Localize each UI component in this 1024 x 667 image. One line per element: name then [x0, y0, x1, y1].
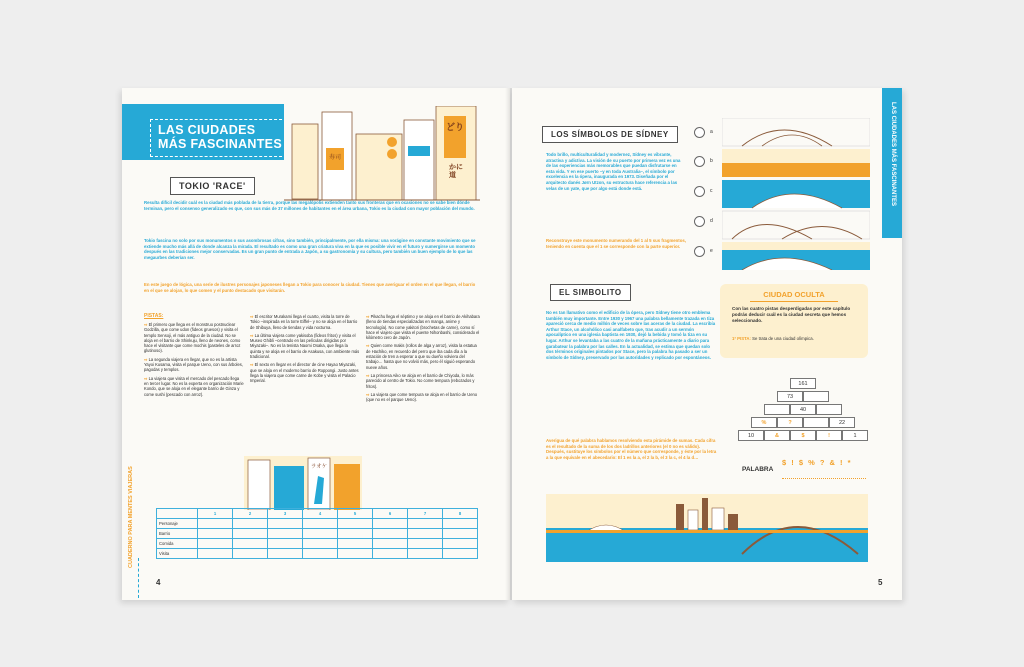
hint-label: 1ª PISTA: — [732, 336, 751, 341]
pyramid-brick[interactable] — [803, 417, 829, 428]
clue: El escritor Murakami llega el cuarto, visita la torre de Tokio –inspirada en la torre Eiffel– y no se aloja en el barrio de Shibuya, lleno de tiendas y vida nocturna. — [250, 314, 358, 330]
grid-header-cell: 2 — [233, 509, 268, 519]
clue: La viajera que visita el mercado del pescado llega en tercer lugar. No es la experta en organización Marie Kondo, que se aloja en el elegante barrio de Ginza y come sushi (pescado con arroz). — [144, 375, 244, 397]
word-symbols: $ ! $ % ? & ! * — [782, 458, 853, 467]
grid-header-cell: 4 — [303, 509, 338, 519]
grid-cell[interactable] — [443, 529, 478, 539]
pyramid-brick[interactable]: 40 — [790, 404, 816, 415]
pyramid-brick[interactable]: 22 — [829, 417, 855, 428]
grid-cell[interactable] — [268, 529, 303, 539]
fragment-option-d[interactable] — [694, 216, 705, 227]
side-label-left: CUADERNO PARA MENTES VIAJERAS — [128, 466, 134, 568]
page-title-line2: MÁS FASCINANTES — [158, 137, 282, 151]
clue: La última viajera come yakisoba (fideos fritos) y visita el Museo Ghibli –centrado en las películas dirigidas por Miyazaki–. No es la tenista Naomi Osaka, que llega la quinta y se aloja en el barrio de Asakusa, con ambiente más tradicional. — [250, 332, 360, 360]
grid-header-cell — [157, 509, 198, 519]
clue: La viajera que come tempura se aloja en el barrio de Ueno (que no es el parque Ueno). — [366, 391, 478, 403]
pyramid-brick[interactable]: $ — [790, 430, 816, 441]
grid-header-row — [157, 509, 478, 519]
page-number-left: 4 — [156, 578, 161, 587]
word-label: PALABRA — [742, 466, 774, 473]
grid-cell[interactable] — [233, 519, 268, 529]
grid-cell[interactable] — [198, 549, 233, 559]
right-page — [512, 88, 902, 600]
game-instructions: En este juego de lógica, una serie de ilustres personajes japoneses llegan a Tokio para conocer la ciudad. Tienes que averiguar el orden en el que llegan, el barrio en el que se alojan, lo que comen y el punto destacado que visitarán. — [144, 282, 476, 293]
sydney-symbols-text: Todo brillo, multiculturalidad y modernez, Sídney es vibrante, atractiva y adictiva. La visión de su puerto por primera vez es una de las experiencias más memorables que puedan disfrutarse en esta vida. Y en ese puerto –y en toda Australia–, el símbolo por excelencia es la ópera, inaugurada en 1973. Diseñada por el arquitecto danés Jørn Utzon, su estructura hace referencia a las velas de un yate, que por algo está donde está. — [546, 152, 681, 191]
sydney-panorama-illustration — [546, 494, 868, 562]
grid-cell[interactable] — [373, 549, 408, 559]
title-banner — [122, 104, 284, 160]
grid-cell[interactable] — [443, 539, 478, 549]
grid-cell[interactable] — [408, 549, 443, 559]
section-subtitle: TOKIO 'RACE' — [170, 177, 255, 195]
grid-header-cell: 6 — [373, 509, 408, 519]
grid-cell[interactable] — [338, 529, 373, 539]
grid-header-cell: 5 — [338, 509, 373, 519]
clue: La princesa Aiko se aloja en el barrio de Chiyoda, lo más parecido al centro de Tokio. No come tempura (rebozados y fritos). — [366, 372, 475, 389]
sydney-symbols-task: Reconstruye este monumento numerando del 1 al 5 sus fragmentos, teniendo en cuenta que el 1 se corresponde con la parte superior. — [546, 238, 686, 249]
sydney-symbols-title: LOS SÍMBOLOS DE SÍDNEY — [542, 126, 678, 143]
dashed-margin-line — [138, 558, 139, 598]
grid-cell[interactable] — [443, 549, 478, 559]
pyramid-brick[interactable] — [803, 391, 829, 402]
grid-header-cell: 7 — [408, 509, 443, 519]
grid-cell[interactable] — [408, 539, 443, 549]
simbolito-task: Averigua de qué palabra hablamos resolviendo esta pirámide de sumas. Cada cifra es el resultado de la suma de los dos ladrillos anteriores (el 0 no es válido). Después, sustituye los símbolos por el número que corresponde, y éste por la letra a la que equivale en el abecedario: El 1 es la a, el 2 la b, el 3 la c, el 4 la d… — [546, 438, 717, 460]
grid-row — [157, 529, 478, 539]
word-answer-lines[interactable] — [782, 478, 866, 479]
grid-row — [157, 519, 478, 529]
grid-cell[interactable] — [303, 539, 338, 549]
pyramid-brick[interactable]: ! — [816, 430, 842, 441]
fragment-label: c — [710, 188, 713, 194]
grid-cell[interactable] — [373, 529, 408, 539]
clue: La segunda viajera en llegar, que no es la artista Yayoi Kusama, visita el parque Ueno, con sus árboles, pagodas y templos. — [144, 356, 243, 373]
grid-cell[interactable] — [233, 539, 268, 549]
fragment-option-c[interactable] — [694, 186, 705, 197]
grid-row-label: Barrio — [157, 529, 198, 539]
grid-cell[interactable] — [198, 539, 233, 549]
sign-kanji-3: 寿司 — [328, 155, 341, 161]
simbolito-text: No es tan llamativo como el edificio de la ópera, pero Sídney tiene otro emblema también muy importante. Entre 1930 y 1967 una palabra bellamente trazada en tiza apareció cerca de medio millón de veces sobre las aceras de la ciudad. La escribía Arthur Stace, un alcohólico casi analfabeto que, tras acudir a un sermón apocalíptico en una iglesia baptista en 1930, dejó la bebida y tomó la tiza en su lugar. Arthur se levantaba a las cuatro de la mañana prácticamente a diario para garabatear la palabra por las calles. En la actualidad, se estima que quedan solo dos términos originales pintados por Stace, pero la palabra ha pasado a ser un símbolo de Sídney, preservado por las autoridades y replicado por espontáneos. — [546, 310, 716, 360]
clue: El primero que llega es el monstruo postnuclear Godzilla, que come udon (fideos gruesos) y visita el templo Sensoji, el más antiguo de la ciudad. No se aloja en el barrio de Shinkuju, lleno de neones, como hace el visitante que come mochis (pasteles de arroz glutinoso). — [144, 322, 241, 354]
pyramid-brick[interactable] — [816, 404, 842, 415]
grid-cell[interactable] — [408, 519, 443, 529]
page-number-right: 5 — [878, 578, 883, 587]
clue: Pikachu llega el séptimo y se aloja en el barrio de Akihabara (lleno de tiendas especializadas en manga, anime y tecnología). No come yakitori (brochetas de carne), como sí hace el viajero que visita el puente Nihonbashi, considerado el kilómetro cero de Japón. — [366, 314, 480, 341]
grid-cell[interactable] — [198, 519, 233, 529]
grid-header-cell: 3 — [268, 509, 303, 519]
clues-heading: PISTAS: — [144, 313, 164, 319]
clue: Quien come makis (rollos de alga y arroz), visita la estatua de Hachiko, en recuerdo del perro que iba cada día a la estación de tren a esperar a que su dueño volviera del trabajo… hasta que no volvió más, pero él siguió esperando nueve años. — [366, 343, 477, 370]
pyramid-brick[interactable]: % — [751, 417, 777, 428]
grid-header-cell: 8 — [443, 509, 478, 519]
grid-row-label: Visita — [157, 549, 198, 559]
fragment-option-a[interactable] — [694, 127, 705, 138]
left-page — [122, 88, 510, 600]
answer-grid — [156, 508, 478, 559]
grid-row — [157, 539, 478, 549]
hidden-city-box — [720, 284, 868, 358]
grid-cell[interactable] — [373, 539, 408, 549]
clues-column-1: ⇨ El primero que llega es el monstruo postnuclear Godzilla, que come udon (fideos gruesos) y visita el templo Sensoji, el más antiguo de la ciudad. No se aloja en el barrio de Shinkuju, lleno de neones, como hace el visitante que come mochis (pasteles de arroz glutinoso). ⇨ La segunda viajera en llegar, que no es la artista Yayoi Kusama, visita el parque Ueno, con sus árboles, pagodas y templos. ⇨ La viajera que visita el mercado del pescado llega en tercer lugar. No es la experta en organización Marie Kondo, que se aloja en el elegante barrio de Ginza y come sushi (pescado con arroz). — [144, 322, 244, 397]
pyramid-brick[interactable] — [764, 404, 790, 415]
hidden-city-title: CIUDAD OCULTA — [763, 290, 825, 299]
tokyo-night-illustration — [244, 456, 362, 510]
clue: El sexto en llegar es el director de cine Hayao Miyazaki, que se aloja en el moderno barrio de Roppongi. Justo antes llega la viajera que come carne de Kobe y visita el Palacio Imperial. — [250, 362, 359, 384]
grid-cell[interactable] — [373, 519, 408, 529]
fragment-option-e[interactable] — [694, 246, 705, 257]
intro-paragraph-1: Resulta difícil decidir cuál es la ciudad más poblada de la tierra, porque las megalópolis extienden tanto sus fronteras que en ocasiones no se sabe bien dónde terminan, pero el consenso generalizado es que, con sus más de 37 millones de habitantes en el área urbana, Tokio es la ciudad con mayor población del mundo. — [144, 200, 475, 211]
grid-cell[interactable] — [268, 549, 303, 559]
fragment-label: a — [710, 129, 713, 135]
page-title-line1: LAS CIUDADES — [158, 123, 256, 137]
grid-row-label: Comida — [157, 539, 198, 549]
grid-row-label: Personaje — [157, 519, 198, 529]
pyramid-brick[interactable]: 10 — [738, 430, 764, 441]
pyramid-brick[interactable]: 73 — [777, 391, 803, 402]
clues-column-3: ⇨ Pikachu llega el séptimo y se aloja en el barrio de Akihabara (lleno de tiendas especializadas en manga, anime y tecnología). No come yakitori (brochetas de carne), como sí hace el viajero que visita el puente Nihonbashi, considerado el kilómetro cero de Japón. ⇨ Quien come makis (rollos de alga y arroz), visita la estatua de Hachiko, en recuerdo del perro que iba cada día a la estación de tren a esperar a que su dueño volviera del trabajo… hasta que no volvió más, pero él siguió esperando nueve años. ⇨ La princesa Aiko se aloja en el barrio de Chiyoda, lo más parecido al centro de Tokio. No come tempura (rebozados y fritos). ⇨ La viajera que come tempura se aloja en el barrio de Ueno (que no es el parque Ueno). — [366, 314, 480, 403]
tokyo-street-illustration — [284, 106, 480, 206]
grid-cell[interactable] — [268, 519, 303, 529]
hint-line — [732, 336, 862, 341]
fragment-label: b — [710, 158, 713, 164]
grid-cell[interactable] — [233, 549, 268, 559]
grid-cell[interactable] — [338, 549, 373, 559]
fragment-option-b[interactable] — [694, 156, 705, 167]
grid-cell[interactable] — [303, 529, 338, 539]
pyramid-brick[interactable]: 161 — [790, 378, 816, 389]
grid-cell[interactable] — [338, 539, 373, 549]
grid-cell[interactable] — [198, 529, 233, 539]
pyramid-brick[interactable]: & — [764, 430, 790, 441]
hidden-city-underline — [750, 301, 838, 302]
side-label-right: LAS CIUDADES MÁS FASCINANTES — [890, 102, 896, 207]
sign-kanji-2: かに道 — [449, 164, 463, 179]
grid-cell[interactable] — [268, 539, 303, 549]
grid-cell[interactable] — [408, 529, 443, 539]
grid-cell[interactable] — [303, 549, 338, 559]
hint-text: Se trata de una ciudad olímpica. — [752, 336, 814, 341]
sign-kanji-4: ラオケ — [310, 464, 328, 470]
pyramid-brick[interactable]: ? — [777, 417, 803, 428]
clues-column-2: ⇨ El escritor Murakami llega el cuarto, visita la torre de Tokio –inspirada en la torre Eiffel– y no se aloja en el barrio de Shibuya, lleno de tiendas y vida nocturna. ⇨ La última viajera come yakisoba (fideos fritos) y visita el Museo Ghibli –centrado en las películas dirigidas por Miyazaki–. No es la tenista Naomi Osaka, que llega la quinta y se aloja en el barrio de Asakusa, con ambiente más tradicional. ⇨ El sexto en llegar es el director de cine Hayao Miyazaki, que se aloja en el moderno barrio de Roppongi. Justo antes llega la viajera que come carne de Kobe y visita el Palacio Imperial. — [250, 314, 360, 384]
simbolito-title: EL SIMBOLITO — [550, 284, 631, 301]
grid-cell[interactable] — [443, 519, 478, 529]
hidden-city-text: Con las cuatro pistas desperdigadas por este capítulo podrás deducir cuál es la ciudad secreta que hemos seleccionado. — [732, 306, 851, 323]
pyramid-brick[interactable]: 1 — [842, 430, 868, 441]
fragment-label: e — [710, 248, 713, 254]
sign-kanji-1: どり — [445, 122, 464, 132]
intro-paragraph-2: Tokio fascina no solo por sus monumentos o sus asombrosas cifras, sino también, principalmente, por ella misma: una vorágine en constante movimiento que se extiende mucho más allá de donde alcanza la mirada. El resultado es como una gran criatura viva en la que es posible vivir en el futuro y sumergirse un momento después en las tradiciones mejor conservadas. Es un gran punto de entrada a Japón, a su gastronomía y su cultura, pero también un buen ejemplo de lo que las megaurbes deberían ser. — [144, 238, 476, 260]
grid-cell[interactable] — [303, 519, 338, 529]
grid-cell[interactable] — [338, 519, 373, 529]
sum-pyramid — [734, 378, 874, 448]
grid-header-cell: 1 — [198, 509, 233, 519]
grid-row — [157, 549, 478, 559]
opera-house-fragments — [722, 118, 870, 270]
fragment-label: d — [710, 218, 713, 224]
grid-cell[interactable] — [233, 529, 268, 539]
